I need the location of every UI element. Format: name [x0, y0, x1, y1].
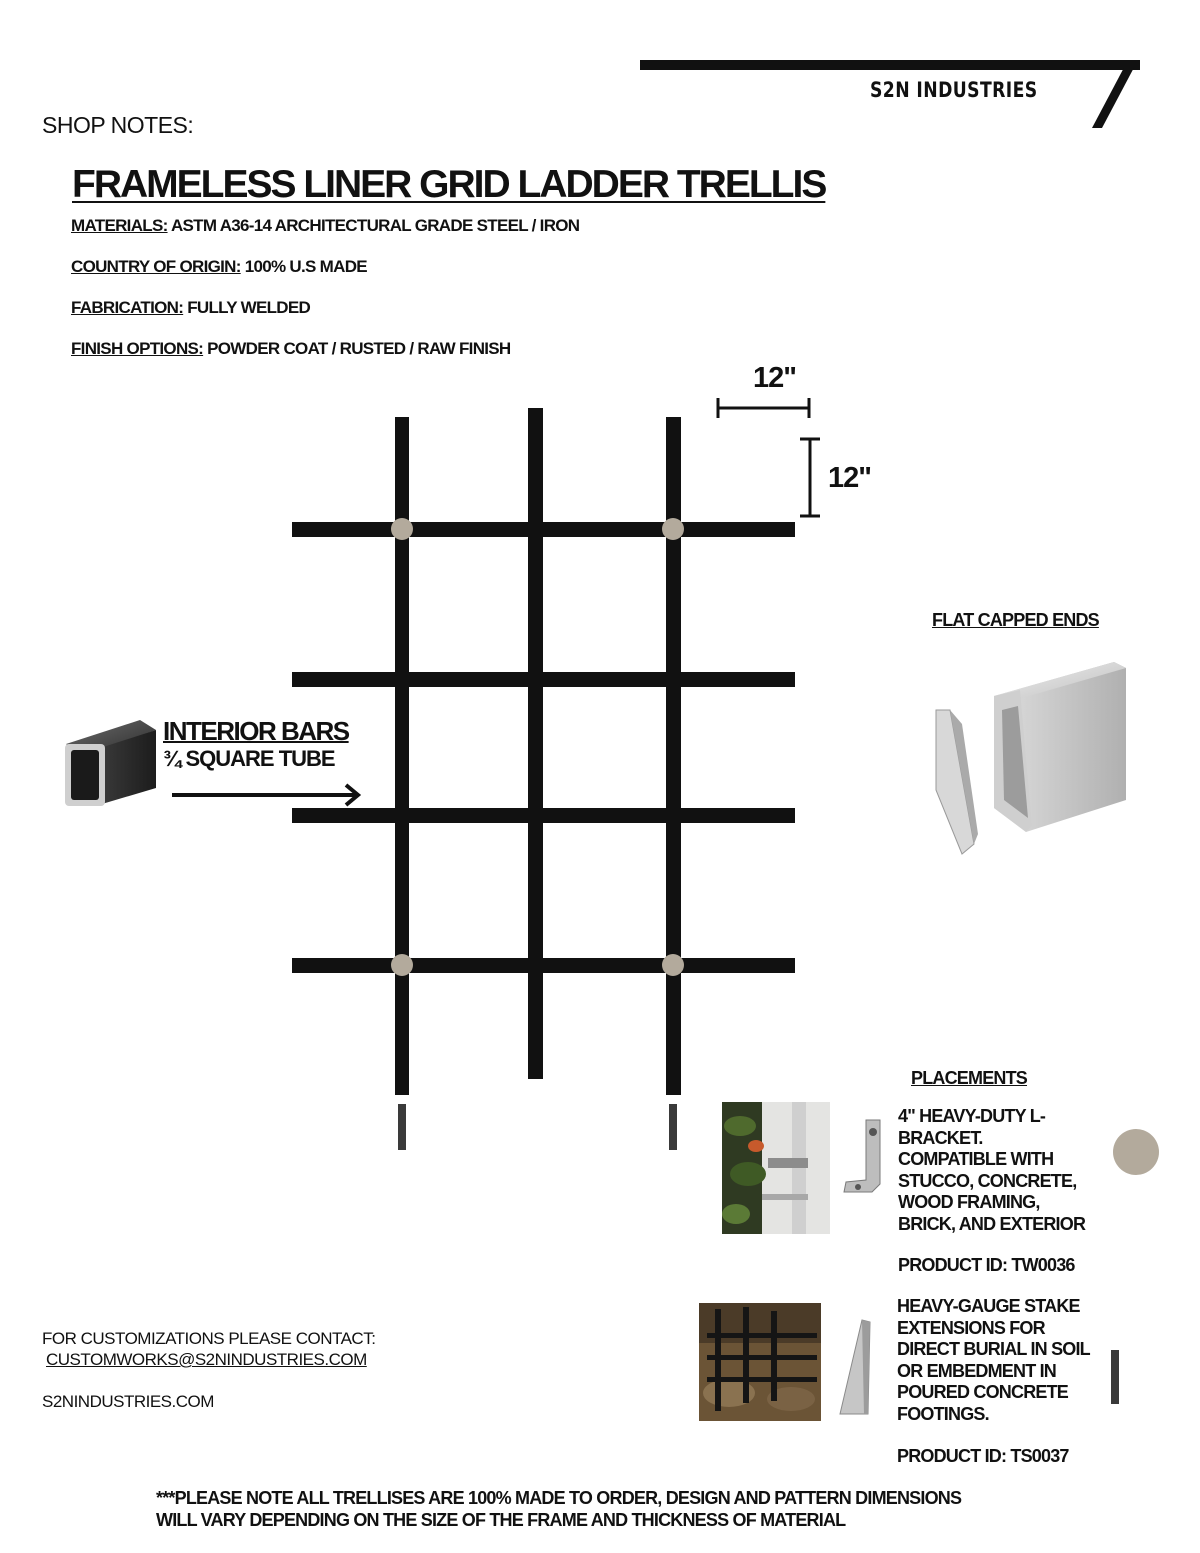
shop-notes-label: SHOP NOTES: — [42, 112, 194, 138]
description-line: BRACKET. — [898, 1127, 983, 1148]
description-line: 4" HEAVY-DUTY L- — [898, 1106, 1046, 1126]
contact-block — [42, 1328, 375, 1370]
square-tube-illustration — [60, 718, 160, 810]
flat-cap-illustration — [928, 658, 1128, 858]
spec-value: ASTM A36-14 ARCHITECTURAL GRADE STEEL / IRON — [167, 216, 580, 235]
spec-value: FULLY WELDED — [183, 298, 311, 317]
spec-value: 100% U.S MADE — [240, 257, 367, 276]
spec-label: FINISH OPTIONS: — [71, 339, 204, 358]
interior-bars-subtitle: ¾ SQUARE TUBE — [163, 746, 335, 771]
description-line: WOOD FRAMING, — [898, 1192, 1040, 1212]
stake-legend-icon — [1110, 1350, 1122, 1406]
spec-label: MATERIALS: — [71, 216, 168, 235]
description-line: HEAVY-GAUGE STAKE — [897, 1296, 1080, 1316]
arrow-right-icon — [170, 782, 370, 810]
description-line: POURED CONCRETE — [897, 1382, 1069, 1402]
garden-stake-photo — [699, 1303, 821, 1421]
contact-email-link[interactable]: CUSTOMWORKS@S2NINDUSTRIES.COM — [46, 1350, 367, 1369]
placements-title: PLACEMENTS — [911, 1068, 1028, 1088]
description-line: BRICK, AND EXTERIOR — [898, 1213, 1086, 1234]
horizontal-bar-4 — [292, 958, 795, 973]
description-line: STUCCO, CONCRETE, — [898, 1170, 1077, 1191]
stake-description — [897, 1296, 1117, 1425]
footer-note-line: WILL VARY DEPENDING ON THE SIZE OF THE FRAME AND THICKNESS OF MATERIAL — [156, 1509, 846, 1530]
l-bracket-product-id: PRODUCT ID: TW0036 — [898, 1255, 1075, 1275]
stake-extension-icon — [836, 1318, 876, 1418]
page-title: FRAMELESS LINER GRID LADDER TRELLIS — [72, 163, 826, 206]
weld-point — [391, 518, 413, 540]
stake-product-id: PRODUCT ID: TS0037 — [897, 1446, 1069, 1466]
vertical-bar-center — [528, 408, 543, 1079]
contact-line: FOR CUSTOMIZATIONS PLEASE CONTACT: — [42, 1329, 376, 1348]
description-line: OR EMBEDMENT IN — [897, 1360, 1057, 1381]
description-line: FOOTINGS. — [897, 1403, 989, 1424]
weld-point — [391, 954, 413, 976]
capped-ends-title: FLAT CAPPED ENDS — [932, 610, 1099, 630]
stake-left — [398, 1104, 406, 1150]
weld-point — [662, 518, 684, 540]
description-line: EXTENSIONS FOR — [897, 1317, 1045, 1338]
spec-label: COUNTRY OF ORIGIN: — [71, 257, 241, 276]
weld-point — [662, 954, 684, 976]
horizontal-bar-2 — [292, 672, 795, 687]
horizontal-bar-3 — [292, 808, 795, 823]
description-line: DIRECT BURIAL IN SOIL — [897, 1339, 1090, 1359]
footer-note — [156, 1488, 1116, 1531]
description-line: COMPATIBLE WITH — [898, 1149, 1054, 1169]
l-bracket-icon — [842, 1118, 884, 1198]
website-link[interactable]: S2NINDUSTRIES.COM — [42, 1392, 214, 1411]
wall-bracket-photo — [722, 1102, 830, 1234]
spec-value: POWDER COAT / RUSTED / RAW FINISH — [203, 339, 511, 358]
spec-label: FABRICATION: — [71, 298, 184, 317]
interior-bars-title: INTERIOR BARS — [163, 716, 349, 746]
horizontal-bar-1 — [292, 522, 795, 537]
weld-point-legend-icon — [1112, 1128, 1160, 1176]
l-bracket-description — [898, 1106, 1108, 1235]
dimension-vertical-label: 12" — [828, 462, 872, 494]
brand-name: S2N INDUSTRIES — [870, 78, 1038, 102]
footer-note-line: ***PLEASE NOTE ALL TRELLISES ARE 100% MADE TO ORDER, DESIGN AND PATTERN DIMENSIONS — [156, 1488, 962, 1508]
dimension-horizontal-label: 12" — [753, 362, 797, 394]
stake-right — [669, 1104, 677, 1150]
